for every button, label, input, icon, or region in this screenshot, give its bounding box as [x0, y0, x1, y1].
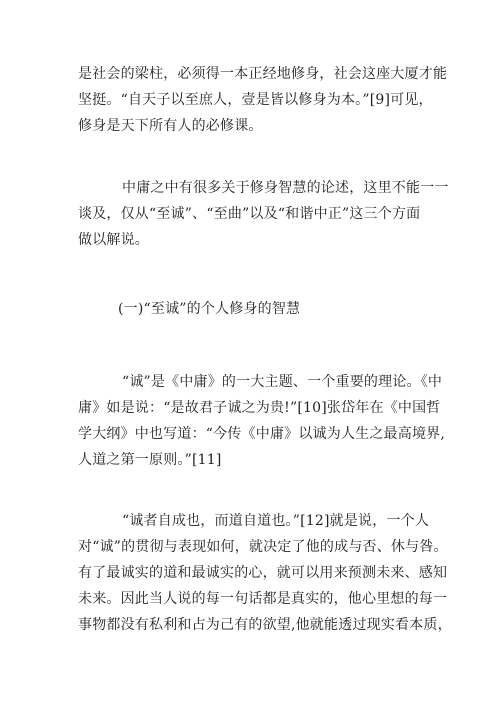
text-line: 做以解说。	[78, 232, 149, 248]
paragraph-2	[78, 175, 449, 253]
text-line: 中庸之中有很多关于修身智慧的论述，这里不能一一	[122, 180, 449, 196]
text-line: 坚挺。“自天子以至庶人，壹是皆以修身为本。”[9]可见，	[78, 92, 433, 108]
text-line: 有了最诚实的道和最诚实的心，就可以用来预测未来、感知	[78, 565, 448, 581]
text-line: 对“诚”的贯彻与表现如何，就决定了他的成与否、休与咎。	[78, 539, 448, 555]
text-line: 人道之第一原则。”[11]	[78, 452, 222, 468]
text-line: 是社会的梁柱，必须得一本正经地修身，社会这座大厦才能	[78, 66, 448, 82]
section-heading	[78, 296, 428, 322]
text-line: 学大纲》中也写道：“今传《中庸》以诚为人生之最高境界,	[78, 426, 446, 442]
text-line: “诚者自成也，而道自道也。”[12]就是说，一个人	[122, 513, 430, 529]
heading-text: (一)“至诚”的个人修身的智慧	[118, 301, 301, 317]
text-line: 修身是天下所有人的必修课。	[78, 118, 263, 134]
paragraph-4	[78, 508, 452, 638]
text-line: “诚”是《中庸》的一大主题、一个重要的理论。《中	[122, 374, 443, 390]
paragraph-3	[78, 369, 446, 473]
text-line: 庸》如是说：“是故君子诚之为贵!”[10]张岱年在《中国哲	[78, 400, 441, 416]
text-line: 事物都没有私利和占为己有的欲望,他就能透过现实看本质，	[78, 617, 452, 633]
paragraph-1	[78, 61, 448, 139]
text-line: 未来。因此当人说的每一句话都是真实的，他心里想的每一	[78, 591, 448, 607]
text-line: 谈及，仅从“至诚”、“至曲”以及“和谐中正”这三个方面	[78, 206, 421, 222]
